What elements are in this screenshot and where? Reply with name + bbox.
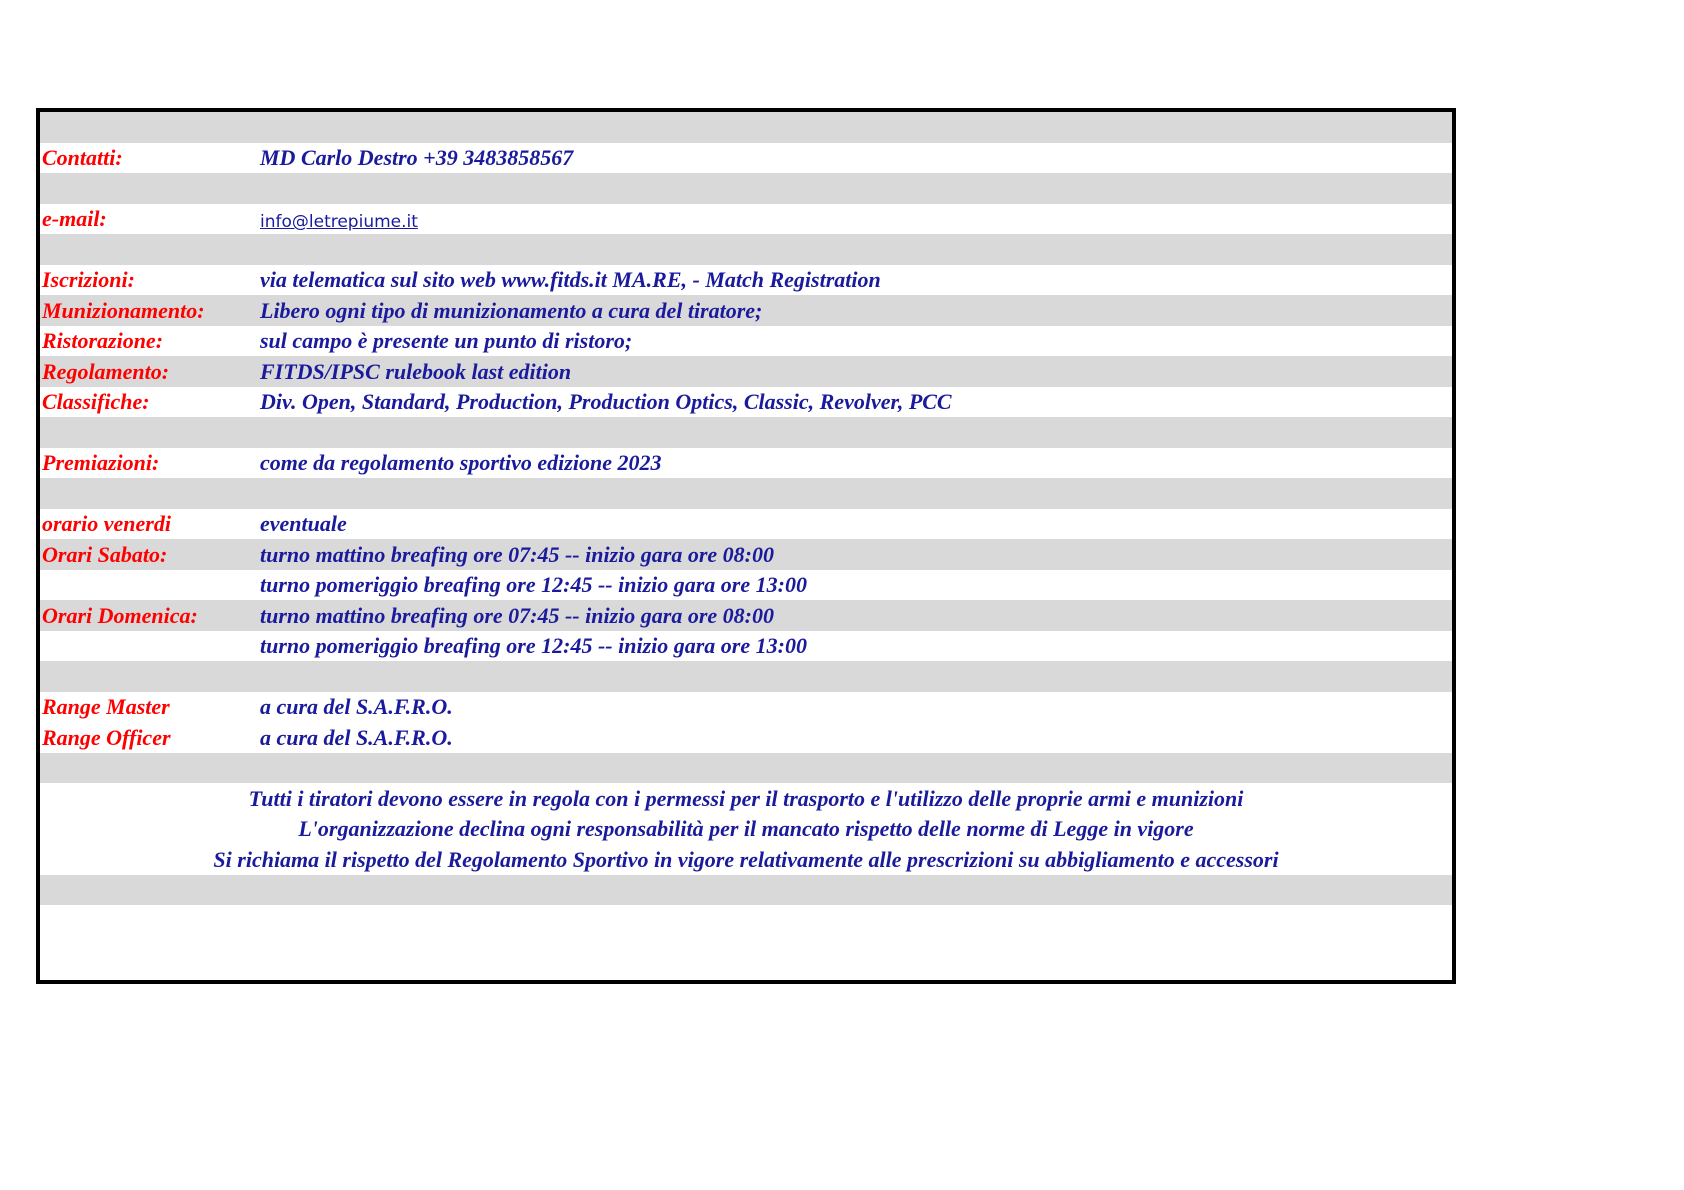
info-sheet xyxy=(36,108,1456,984)
regolamento-value: FITDS/IPSC rulebook last edition xyxy=(260,358,572,384)
iscrizioni-value: via telematica sul sito web www.fitds.it MA.RE, - Match Registration xyxy=(260,267,881,292)
row-range-officer xyxy=(40,722,1452,753)
sabato-pomeriggio-value: turno pomeriggio breafing ore 12:45 -- inizio gara ore 13:00 xyxy=(260,572,807,597)
iscrizioni-label: Iscrizioni: xyxy=(42,267,135,292)
classifiche-label: Classifiche: xyxy=(42,389,150,414)
venerdi-label: orario venerdi xyxy=(42,511,171,536)
row-munizionamento xyxy=(40,295,1452,326)
row-domenica-mattino xyxy=(40,600,1452,631)
row-note-2 xyxy=(40,814,1452,845)
spacer-row xyxy=(40,417,1452,448)
row-contatti xyxy=(40,143,1452,174)
row-email xyxy=(40,204,1452,235)
sabato-label: Orari Sabato: xyxy=(42,541,168,567)
ristorazione-value: sul campo è presente un punto di ristoro; xyxy=(260,328,633,353)
spacer-row xyxy=(40,875,1452,906)
range-officer-label: Range Officer xyxy=(42,724,171,750)
row-iscrizioni xyxy=(40,265,1452,296)
email-link[interactable]: info@letrepiume.it xyxy=(260,212,418,232)
note-text: Si richiama il rispetto del Regolamento Sportivo in vigore relativamente alle prescrizioni su abbigliamento e accessori xyxy=(213,846,1279,872)
premiazioni-value: come da regolamento sportivo edizione 2023 xyxy=(260,450,662,475)
ristorazione-label: Ristorazione: xyxy=(42,328,164,353)
spacer-row xyxy=(40,753,1452,784)
range-master-label: Range Master xyxy=(42,694,170,719)
row-note-1 xyxy=(40,783,1452,814)
row-ristorazione xyxy=(40,326,1452,357)
range-master-value: a cura del S.A.F.R.O. xyxy=(260,694,453,719)
munizionamento-label: Munizionamento: xyxy=(42,297,205,323)
row-note-3 xyxy=(40,844,1452,875)
spacer-row xyxy=(40,173,1452,204)
spacer-row xyxy=(40,112,1452,143)
spacer-row xyxy=(40,234,1452,265)
note-text: Tutti i tiratori devono essere in regola con i permessi per il trasporto e l'utilizzo delle proprie armi e munizioni xyxy=(248,785,1244,811)
contatti-value: MD Carlo Destro +39 3483858567 xyxy=(260,145,574,170)
range-officer-value: a cura del S.A.F.R.O. xyxy=(260,724,453,750)
row-range-master xyxy=(40,692,1452,723)
row-classifiche xyxy=(40,387,1452,418)
spacer-row xyxy=(40,661,1452,692)
domenica-pomeriggio-value: turno pomeriggio breafing ore 12:45 -- inizio gara ore 13:00 xyxy=(260,633,807,658)
classifiche-value: Div. Open, Standard, Production, Production Optics, Classic, Revolver, PCC xyxy=(260,389,952,414)
note-text: L'organizzazione declina ogni responsabilità per il mancato rispetto delle norme di Legge in vigore xyxy=(298,816,1194,841)
row-sabato-mattino xyxy=(40,539,1452,570)
munizionamento-value: Libero ogni tipo di munizionamento a cura del tiratore; xyxy=(260,297,763,323)
domenica-label: Orari Domenica: xyxy=(42,602,198,628)
spacer-row xyxy=(40,478,1452,509)
row-venerdi xyxy=(40,509,1452,540)
row-sabato-pomeriggio xyxy=(40,570,1452,601)
sabato-mattino-value: turno mattino breafing ore 07:45 -- inizio gara ore 08:00 xyxy=(260,541,774,567)
row-domenica-pomeriggio xyxy=(40,631,1452,662)
domenica-mattino-value: turno mattino breafing ore 07:45 -- inizio gara ore 08:00 xyxy=(260,602,774,628)
contatti-label: Contatti: xyxy=(42,145,123,170)
regolamento-label: Regolamento: xyxy=(42,358,170,384)
email-label: e-mail: xyxy=(42,206,107,231)
venerdi-value: eventuale xyxy=(260,511,347,536)
row-regolamento xyxy=(40,356,1452,387)
premiazioni-label: Premiazioni: xyxy=(42,450,160,475)
row-premiazioni xyxy=(40,448,1452,479)
